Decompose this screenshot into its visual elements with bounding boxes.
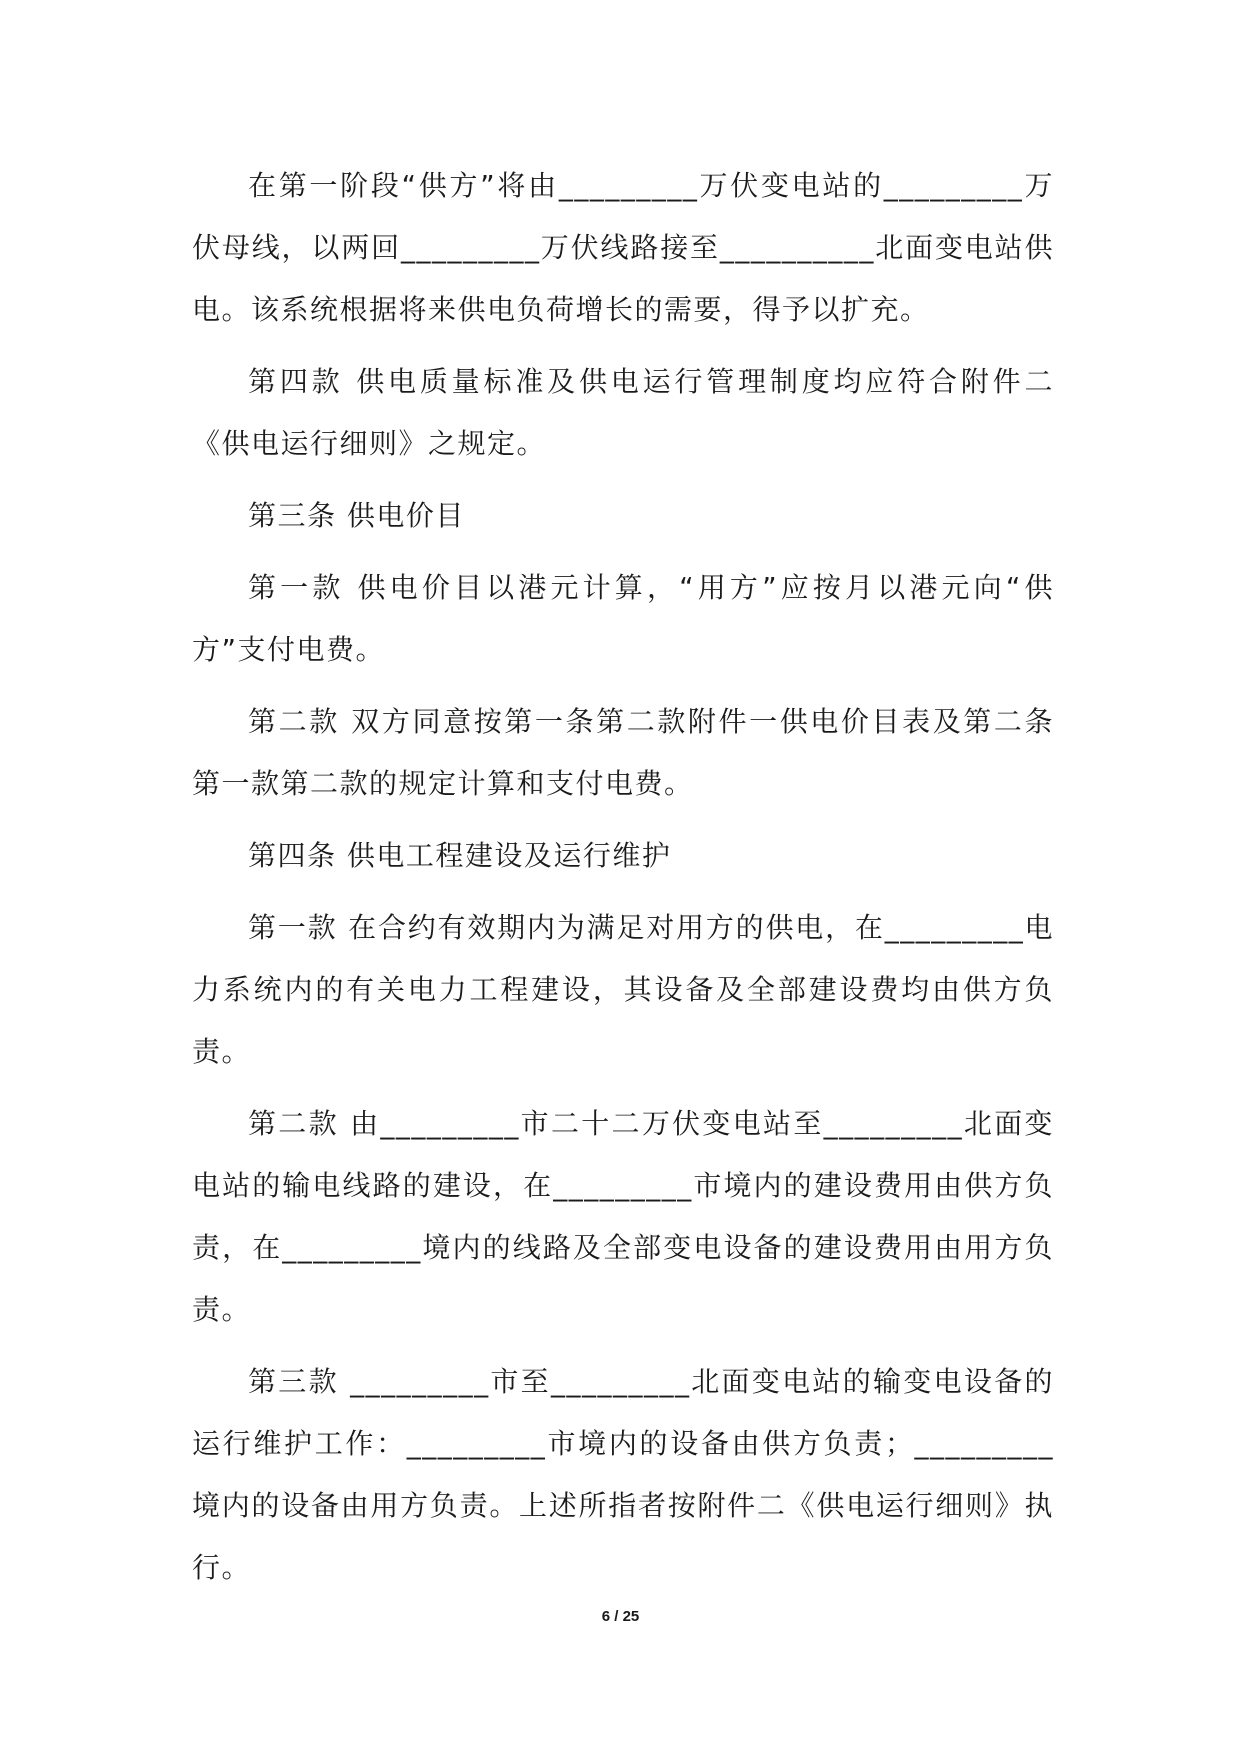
paragraph-clause-3-operation-maintenance: 第三款 _________市至_________北面变电站的输变电设备的运行维护工作：_________市境内的设备由供方负责；_________境内的设备由用方负责。上述所指者按附件二《供电运行细则》执行。 [192, 1365, 1054, 1584]
paragraph-clause-1-hkd-billing: 第一款 供电价目以港元计算，“用方”应按月以港元向“供方”支付电费。 [192, 571, 1054, 666]
paragraph-clause-2-payment-calculation: 第二款 双方同意按第一条第二款附件一供电价目表及第二条第一款第二款的规定计算和支付电费。 [192, 705, 1054, 800]
paragraph-clause-1-construction-costs: 第一款 在合约有效期内为满足对用方的供电，在_________电力系统内的有关电力工程建设，其设备及全部建设费均由供方负责。 [192, 911, 1054, 1068]
heading-article-4-construction-maintenance: 第四条 供电工程建设及运行维护 [248, 839, 672, 872]
document-body [192, 155, 1054, 1609]
page-number: 6 / 25 [601, 1608, 640, 1625]
paragraph-clause-4-quality-standard: 第四款 供电质量标准及供电运行管理制度均应符合附件二《供电运行细则》之规定。 [192, 365, 1054, 460]
paragraph-stage-one-supply: 在第一阶段“供方”将由_________万伏变电站的_________万伏母线，以两回_________万伏线路接至__________北面变电站供电。该系统根据将来供电负荷增长的需要，得予以扩充。 [192, 169, 1054, 326]
heading-article-3-tariff: 第三条 供电价目 [248, 499, 465, 532]
paragraph-clause-2-transmission-line: 第二款 由_________市二十二万伏变电站至_________北面变电站的输电线路的建设，在_________市境内的建设费用由供方负责，在_________境内的线路及全部变电设备的建设费用由用方负责。 [192, 1107, 1054, 1326]
